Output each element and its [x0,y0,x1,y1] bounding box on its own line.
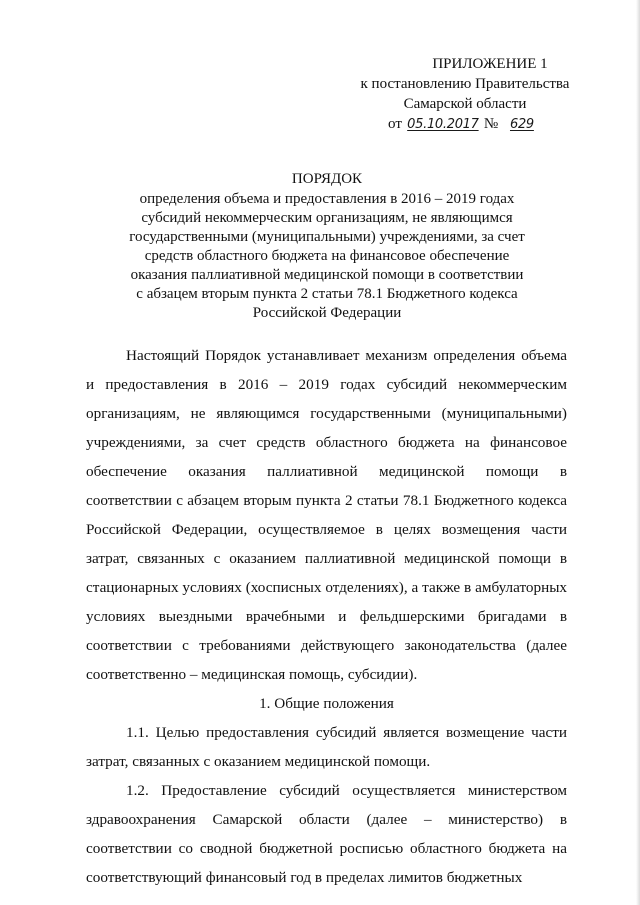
title-line: средств областного бюджета на финансовое обеспечение [144,248,510,264]
scan-edge [636,0,640,905]
appendix-title: ПРИЛОЖЕНИЕ 1 [432,56,548,72]
appendix-date-line [350,114,580,135]
document-title [110,170,544,323]
appendix-line-decree: к постановлению Правительства [360,76,570,92]
appendix-line-region: Самарской области [403,96,527,112]
intro-paragraph: Настоящий Порядок устанавливает механизм определения объема и предоставления в 2016 – 2019 годах субсидий некоммерческим организациям, не являющимся государственными (муниципальными) учреждениями, за счет средств областного бюджета на финансовое обеспечение оказания паллиативной медицинской помощи в соответствии с абзацем вторым пункта 2 статьи 78.1 Бюджетного кодекса Российской Федерации, осуществляемое в целях возмещения части затрат, связанных с оказанием паллиативной медицинской помощи в стационарных условиях (хосписных отделениях), а также в амбулаторных условиях выездными врачебными и фельдшерскими бригадами в соответствии с требованиями действующего законодательства (далее соответственно – медицинская помощь, субсидии). [86,347,567,683]
number-prefix: № [483,116,499,132]
title-line: Российской Федерации [252,305,402,321]
date-prefix: от [388,116,402,132]
title-line: определения объема и предоставления в 2016 – 2019 годах [139,191,515,207]
document-body [86,341,567,892]
paragraph-1-2: 1.2. Предоставление субсидий осуществляется министерством здравоохранения Самарской области (далее – министерство) в соответствии со сводной бюджетной росписью областного бюджета на соответствующий финансовый год в пределах лимитов бюджетных [86,782,567,886]
handwritten-number: 629 [509,117,534,132]
section-heading: 1. Общие положения [259,695,394,712]
appendix-header [350,54,580,135]
title-line: оказания паллиативной медицинской помощи в соответствии [130,267,524,283]
handwritten-date: 05.10.2017 [407,117,479,132]
title-heading: ПОРЯДОК [291,171,363,187]
title-line: государственными (муниципальными) учреждениями, за счет [129,229,525,245]
title-line: субсидий некоммерческим организациям, не являющимся [141,210,513,226]
paragraph-1-1: 1.1. Целью предоставления субсидий является возмещение части затрат, связанных с оказанием медицинской помощи. [86,724,567,770]
title-line: с абзацем вторым пункта 2 статьи 78.1 Бюджетного кодекса [136,286,518,302]
